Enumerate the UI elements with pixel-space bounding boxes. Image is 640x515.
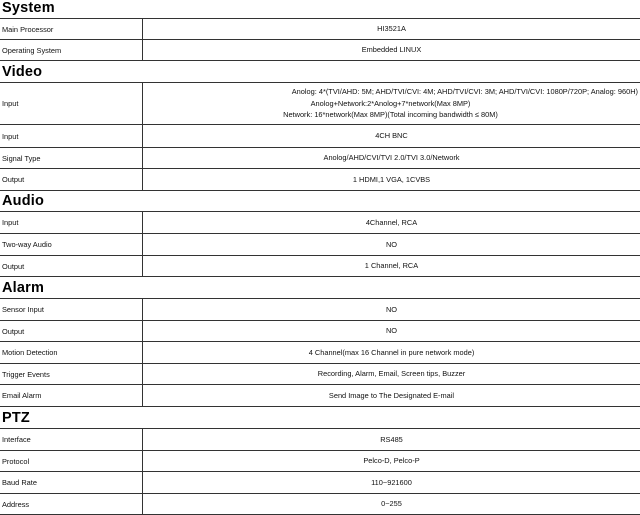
spec-value: 4CH BNC bbox=[375, 131, 408, 141]
spec-value: Pelco-D, Pelco-P bbox=[363, 456, 420, 466]
spec-label: Email Alarm bbox=[0, 385, 143, 406]
spec-row bbox=[0, 212, 640, 234]
spec-value: 4 Channel(max 16 Channel in pure network mode) bbox=[308, 347, 475, 357]
spec-row bbox=[0, 299, 640, 321]
spec-label: Output bbox=[0, 321, 143, 341]
spec-label: Motion Detection bbox=[0, 342, 143, 363]
section-title-audio: Audio bbox=[0, 191, 640, 212]
spec-value: 4Channel, RCA bbox=[365, 217, 418, 227]
spec-row bbox=[0, 451, 640, 472]
spec-value-line: Anolog+Network:2*Anolog+7*network(Max 8MP) bbox=[310, 98, 471, 108]
spec-value: Embedded LINUX bbox=[361, 45, 422, 55]
spec-row bbox=[0, 256, 640, 277]
spec-row bbox=[0, 234, 640, 256]
spec-label: Two-way Audio bbox=[0, 234, 143, 255]
spec-label: Sensor Input bbox=[0, 299, 143, 320]
section-title-alarm: Alarm bbox=[0, 277, 640, 299]
spec-row bbox=[0, 472, 640, 494]
spec-label: Input bbox=[0, 125, 143, 147]
spec-label: Output bbox=[0, 256, 143, 276]
spec-label: Input bbox=[0, 83, 143, 124]
spec-row bbox=[0, 148, 640, 169]
spec-label: Protocol bbox=[0, 451, 143, 471]
spec-value: 110~921600 bbox=[371, 477, 412, 487]
spec-row bbox=[0, 169, 640, 191]
spec-label: Baud Rate bbox=[0, 472, 143, 493]
spec-value: NO bbox=[385, 239, 398, 249]
spec-label: Input bbox=[0, 212, 143, 233]
spec-value-line: Network: 16*network(Max 8MP)(Total incoming bandwidth ≤ 80M) bbox=[283, 110, 498, 120]
spec-row bbox=[0, 19, 640, 40]
spec-label: Signal Type bbox=[0, 148, 143, 168]
spec-value: 1 HDMI,1 VGA, 1CVBS bbox=[352, 174, 431, 184]
spec-value: 0~255 bbox=[381, 499, 402, 509]
spec-value: Anolog/AHD/CVI/TVI 2.0/TVI 3.0/Network bbox=[323, 153, 460, 163]
spec-value-line: Anolog: 4*(TVI/AHD: 5M; AHD/TVI/CVI: 4M; AHD/TVI/CVI: 3M; AHD/TVI/CVI: 1080P/720P; Analog: 960H) bbox=[291, 87, 638, 97]
section-title-system: System bbox=[0, 0, 640, 19]
spec-value: NO bbox=[385, 304, 398, 314]
spec-row bbox=[0, 385, 640, 407]
spec-value: Send Image to The Designated E-mail bbox=[328, 390, 455, 400]
spec-label: Interface bbox=[0, 429, 143, 450]
section-title-video: Video bbox=[0, 61, 640, 83]
spec-value: RS485 bbox=[380, 434, 403, 444]
spec-value: 1 Channel, RCA bbox=[364, 261, 419, 271]
spec-label: Trigger Events bbox=[0, 364, 143, 384]
spec-row bbox=[0, 342, 640, 364]
spec-label: Address bbox=[0, 494, 143, 514]
spec-value: Recording, Alarm, Email, Screen tips, Buzzer bbox=[317, 369, 466, 379]
spec-row bbox=[0, 364, 640, 385]
spec-row bbox=[0, 125, 640, 148]
spec-label: Operating System bbox=[0, 40, 143, 60]
spec-label: Main Processor bbox=[0, 19, 143, 39]
spec-row bbox=[0, 429, 640, 451]
spec-row bbox=[0, 494, 640, 515]
spec-row bbox=[0, 83, 640, 125]
spec-value bbox=[143, 83, 640, 124]
spec-row bbox=[0, 40, 640, 61]
spec-value: NO bbox=[385, 326, 398, 336]
spec-label: Output bbox=[0, 169, 143, 190]
spec-row bbox=[0, 321, 640, 342]
spec-value: HI3521A bbox=[377, 24, 406, 34]
section-title-ptz: PTZ bbox=[0, 407, 640, 429]
